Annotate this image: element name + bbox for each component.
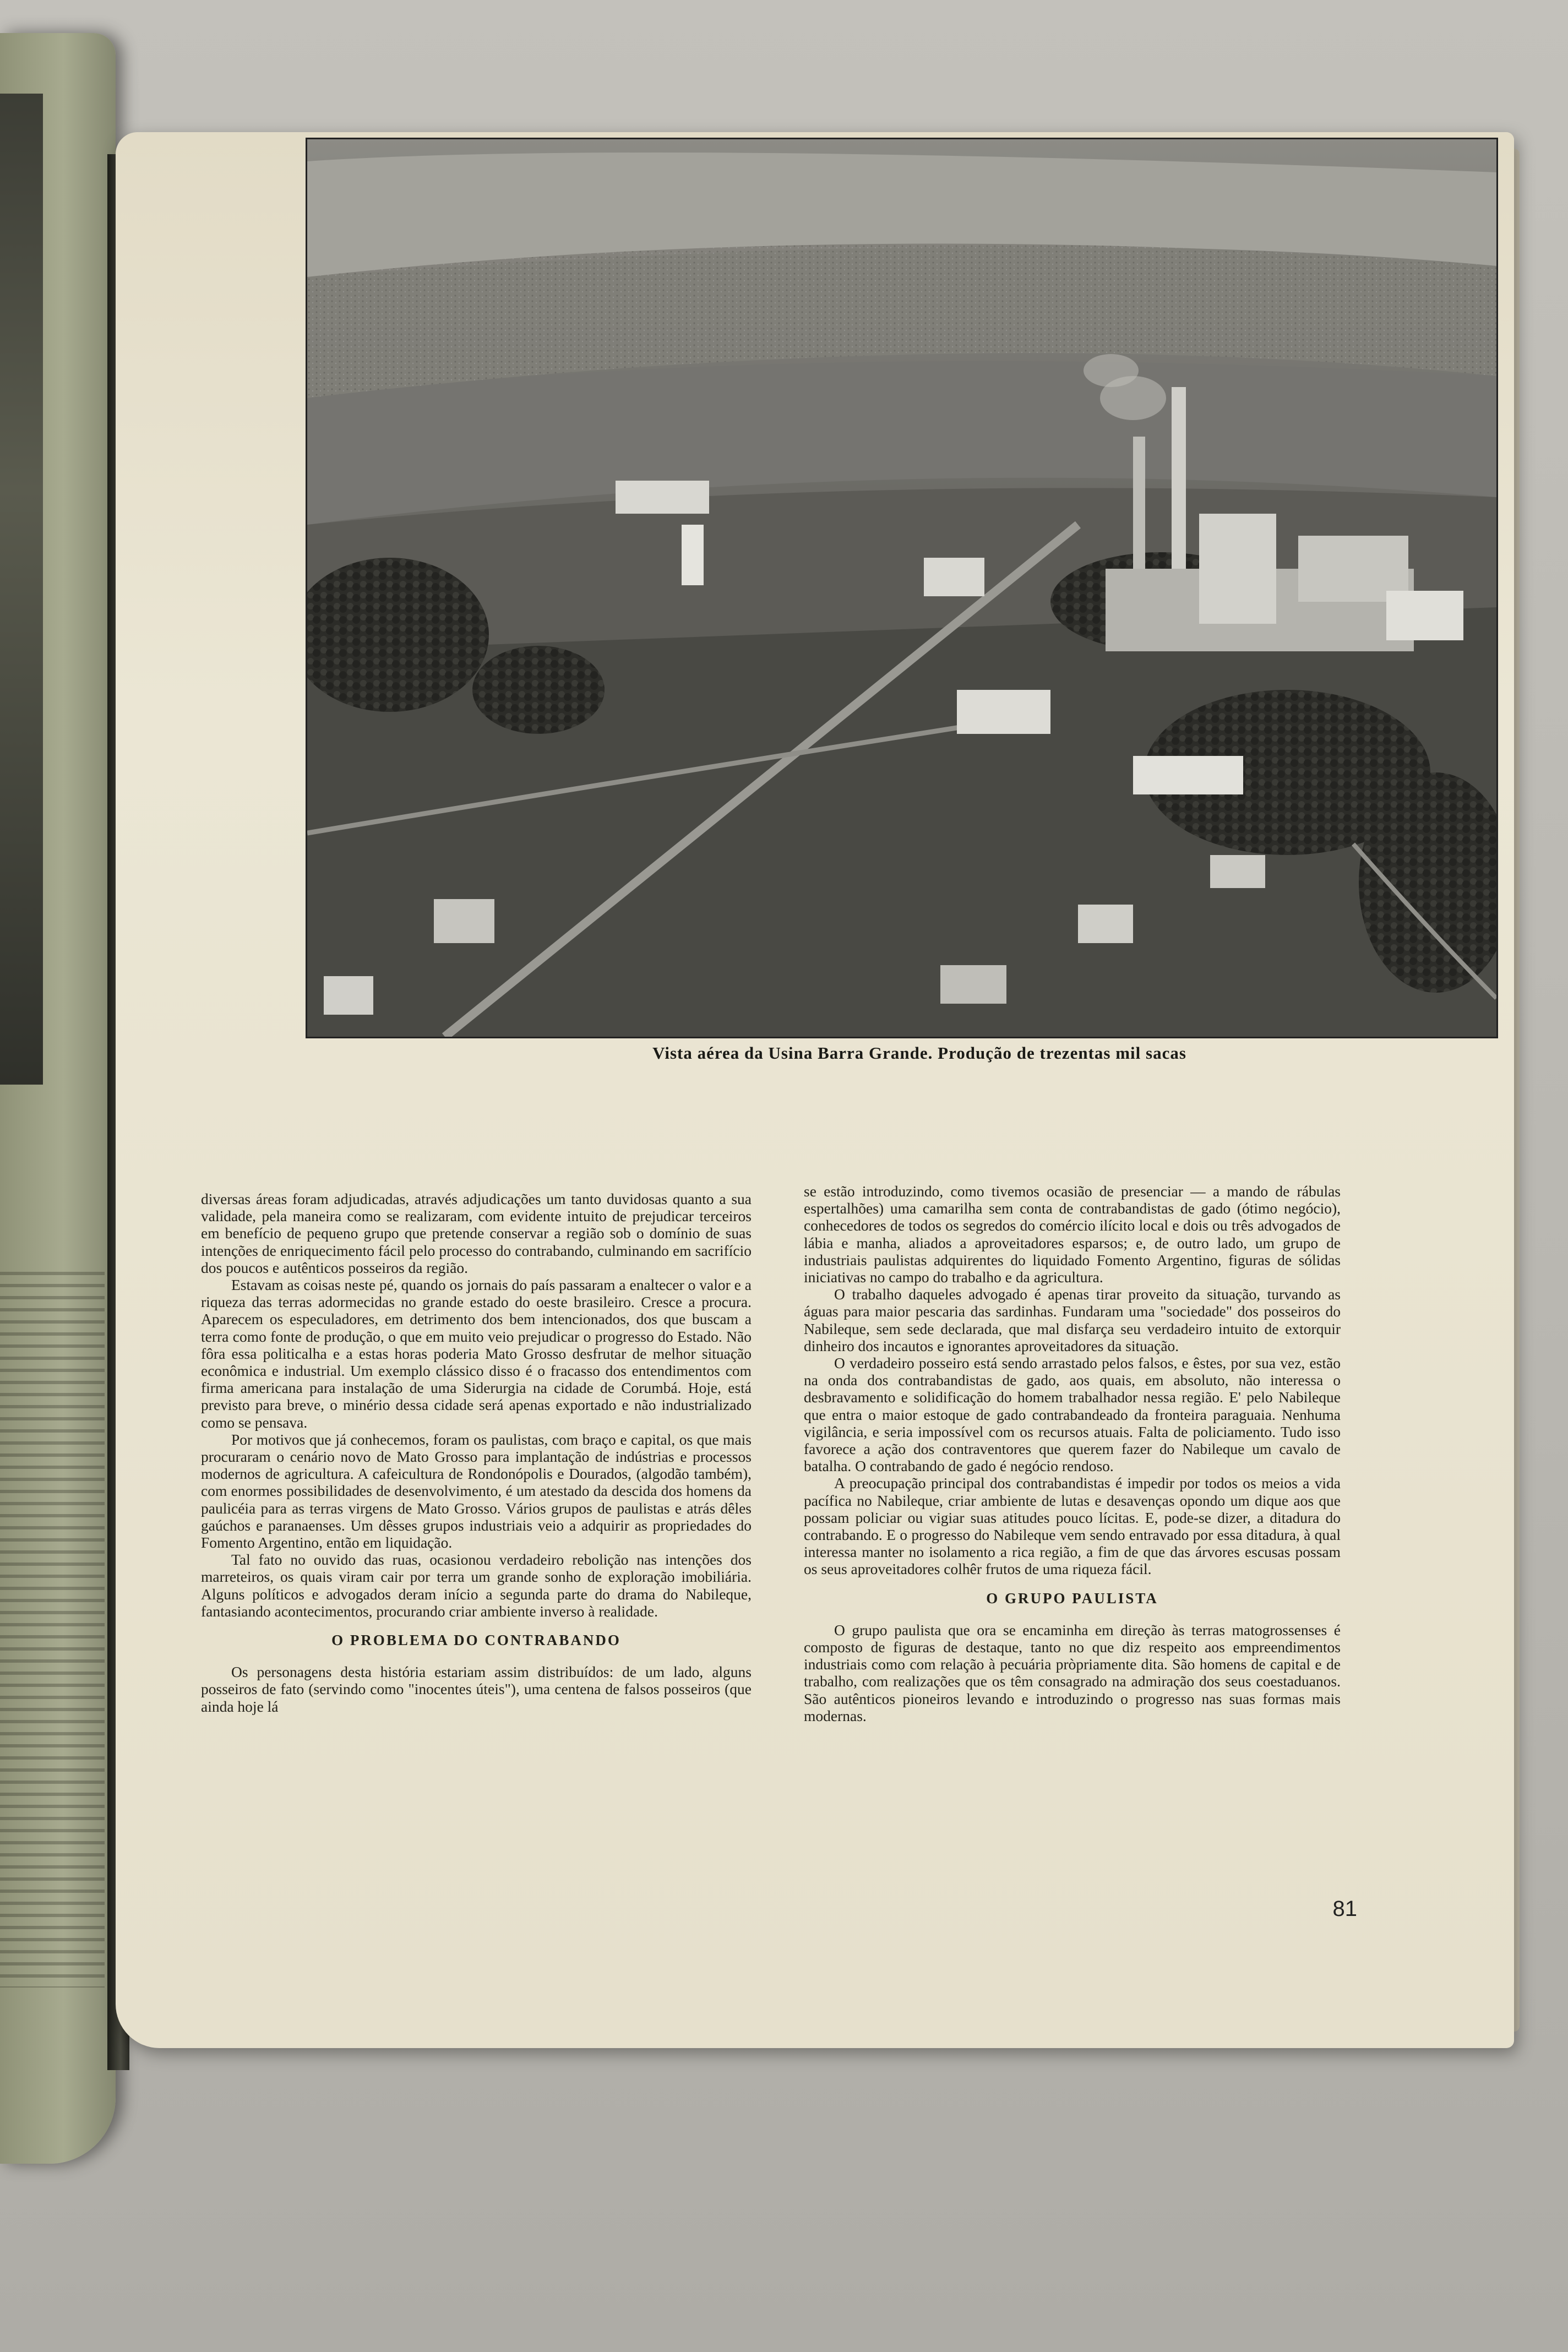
- heading-contrabando: O PROBLEMA DO CONTRABANDO: [331, 1632, 621, 1649]
- previous-page-text-block: [0, 1272, 105, 1988]
- right-paragraph-2: O trabalho daqueles advogado é apenas tirar proveito da situação, turvando as águas para maior pescaria das sardinhas. Fundaram uma "sociedade" dos posseiros do Nabileque, sem sede declarada, que mal disfarça seu verdadeiro intuito de extorquir dinheiro dos incautos e ignorantes aproveitadores da situação.: [804, 1286, 1341, 1354]
- page-number: 81: [1332, 1897, 1357, 1921]
- left-paragraph-1: diversas áreas foram adjudicadas, através adjudicações um tanto duvidosas quanto a sua validade, pela maneira como se realizaram, com evidente intuito de prejudicar terceiros em benefício de pequeno grupo que pretende conservar a região sob o domínio de suas intenções de enriquecimento fácil pelo processo do contrabando, culminando em sacrifício dos poucos e autênticos posseiros da região.: [201, 1190, 752, 1276]
- photo-caption: Vista aérea da Usina Barra Grande. Produção de trezentas mil sacas: [652, 1043, 1186, 1063]
- right-text-column: [804, 1183, 1341, 1724]
- left-paragraph-4: Tal fato no ouvido das ruas, ocasionou verdadeiro rebolição nas intenções dos marreteiros, os quais viram cair por terra um grande sonho de exploração imobiliária. Alguns políticos e advogados deram início a segunda parte do drama do Nabileque, fantasiando acontecimentos, procurando criar ambiente inverso à realidade.: [201, 1551, 752, 1620]
- previous-page-photo: [0, 94, 43, 1085]
- aerial-photo-icon: [307, 139, 1496, 1037]
- aerial-photo: [306, 138, 1498, 1038]
- left-paragraph-2: Estavam as coisas neste pé, quando os jornais do país passaram a enaltecer o valor e a riqueza das terras adormecidas no grande estado do oeste brasileiro. Cresce a procura. Aparecem os especuladores, em detrimento dos bem intencionados, dos que buscam a terra como fonte de produção, o que em muito veio prejudicar o progresso do Estado. Não fôra essa politicalha e a estas horas poderia Mato Grosso desfrutar de melhor situação econômica e industrial. Um exemplo clássico disso é o fracasso dos entendimentos com firma americana para instalação de uma Siderurgia na cidade de Corumbá. Hoje, está previsto para breve, o minério dessa cidade será apenas exportado e não industrializado como se pensava.: [201, 1276, 752, 1431]
- previous-page: [0, 33, 116, 2164]
- right-paragraph-1: se estão introduzindo, como tivemos ocasião de presenciar — a mando de rábulas espertalhões) uma camarilha sem conta de contrabandistas de gado (ótimo negócio), conhecedores de todos os segredos do comércio ilícito local e dois ou três advogados de lábia e manha, aliados a aproveitadores esparsos; e, de outro lado, um grupo de industriais paulistas adquirentes do liquidado Fomento Argentino, figuras de sólidas iniciativas no campo do trabalho e da agricultura.: [804, 1183, 1341, 1286]
- right-paragraph-4: A preocupação principal dos contrabandistas é impedir por todos os meios a vida pacífica no Nabileque, criar ambiente de lutas e desavenças opondo um dique aos que possam policiar ou vigiar suas atitudes pouco lícitas. E, pode-se dizer, a ditadura do contrabando. E o progresso do Nabileque vem sendo entravado por essa ditadura, à qual interessa manter no isolamento a rica região, a fim de que das árvores escusas possam os seus aproveitadores colhêr frutos de uma riqueza fácil.: [804, 1474, 1341, 1578]
- left-paragraph-3: Por motivos que já conhecemos, foram os paulistas, com braço e capital, os que mais procuraram o cenário novo de Mato Grosso para implantação de indústrias e processos modernos de agricultura. A cafeicultura de Rondonópolis e Dourados, (algodão também), com enormes possibilidades de desenvolvimento, é um atestado da descida dos homens da paulicéia para as terras virgens de Mato Grosso. Vários grupos de paulistas e atrás dêles gaúchos e paranaenses. Um dêsses grupos industriais veio a adquirir as propriedades do Fomento Argentino, então em liquidação.: [201, 1430, 752, 1551]
- right-paragraph-3: O verdadeiro posseiro está sendo arrastado pelos falsos, e êstes, por sua vez, estão na onda dos contrabandistas de gado, aos quais, em absoluto, não interessa o desbravamento e solidificação do homem trabalhador nessa região. E' pelo Nabileque que entra o maior estoque de gado contrabandeado da fronteira paraguaia. Nenhuma vigilância, e seria impossível com os recursos atuais. Falta de policiamento. Tudo isso favorece a ação dos contraventores que querem fazer do Nabileque um cavalo de batalha. O contrabando de gado é negócio rendoso.: [804, 1354, 1341, 1475]
- left-text-column: [201, 1190, 752, 1715]
- heading-paulista: O GRUPO PAULISTA: [986, 1589, 1158, 1607]
- left-paragraph-5: Os personagens desta história estariam assim distribuídos: de um lado, alguns posseiros de fato (servindo como "inocentes úteis"), uma centena de falsos posseiros (que ainda hoje lá: [201, 1663, 752, 1715]
- right-paragraph-5: O grupo paulista que ora se encaminha em direção às terras matogrossenses é composto de figuras de destaque, tanto no que diz respeito aos empreendimentos industriais como com relação à pecuária pròpriamente dita. São homens de capital e de trabalho, com realizações que os têm consagrado na admiração dos seus coestaduanos. São autênticos pioneiros levando e introduzindo o progresso nas suas formas mais modernas.: [804, 1621, 1341, 1724]
